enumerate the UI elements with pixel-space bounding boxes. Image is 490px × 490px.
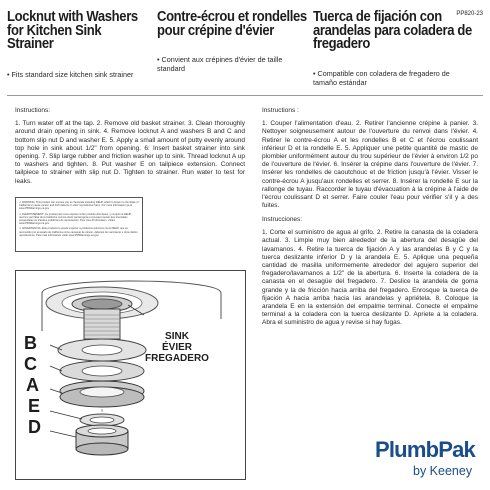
divider — [7, 95, 483, 96]
label-washer-e: E — [28, 396, 41, 416]
brand-logo — [375, 437, 475, 478]
bullet-french: • Convient aux crépines d'évier de taille standard — [157, 55, 283, 73]
sink-label-fr: ÉVIER — [161, 342, 192, 353]
warning-spanish: ⚠ ADVERTENCIA: Este producto lo puede exponer a productos químicos como DEHP, que es reconocido por el estado de California como causante de cáncer, defectos de nacimiento u otros daños reproductivos. Para más información visite www.P65Warnings.ca.gov. — [19, 227, 138, 237]
title-spanish: Tuerca de fijación con arandelas para coladera de fregadero — [313, 9, 472, 52]
strainer-illustration — [16, 271, 247, 481]
bullet-spanish: • Compatible con coladera de fregadero de tamaño estándar — [313, 69, 450, 87]
title-english: Locknut with Washers for Kitchen Sink Strainer — [7, 9, 138, 52]
instructions-heading-english: Instructions: — [15, 107, 51, 114]
instructions-heading-french: Instructions : — [262, 107, 299, 114]
title-french: Contre-écrou et rondelles pour crépine d'évier — [157, 9, 307, 39]
brand-subtitle: by Keeney — [413, 464, 473, 478]
parts-diagram — [15, 270, 246, 480]
sink-label-es: FREGADERO — [145, 353, 209, 364]
instructions-spanish — [262, 216, 478, 328]
prop65-warning-box — [15, 197, 143, 252]
instructions-body-spanish: 1. Corte el suministro de agua al grifo. 2. Retire la canasta de la coladera actual. 3. Limpie muy bien alrededor de la abertura del desagüe del lavamanos. 4. Retire la tuerca de fijación A y las arandelas B y C y la tuerca deslizante inferior D y la arandela E. 5. Aplique una pequeña cantidad de masilla uniformemente alrededor del agujero superior del fregadero/lavamanos a 1/2" de la abertura. 6. Inserte la coladera de la canasta en el desagüe del fregadero. 7. Deslice la arandela de goma grande y la de fricción hacia arriba del fregadero. Enrosque la tuerca de fijación A hacia arriba hacia las arandelas y apriétela. 8. Coloque la arandela E en la extensión del empalme terminal. Conecte el empalme terminal a la coladera con la tuerca deslizante D. Apriete a la coladera. Abra el suministro de agua y revise si hay fugas. — [262, 229, 478, 327]
instructions-body-french: 1. Couper l'alimentation d'eau. 2. Retirer l'ancienne crépine à panier. 3. Nettoyer soigneusement autour de l'ouverture du renvoi dans l'évier. 4. Retirer le contre-écrou A et les rondelles B et C et l'écrou coulissant inférieur D et la rondelle E. 5. Appliquer une petite quantité de mastic de plombier uniformément autour du trou supérieur de l'évier à environ 1/2 po de l'ouverture de l'évier. 6. Insérer la crépine dans l'ouverture de l'évier. 7. Insérer les rondelles de caoutchouc et de friction jusqu'à l'évier. Visser le contre-écrou A jusqu'aux rondelles et serrer. 8. Insérer la rondelle E sur la rallonge de tuyau. Raccorder le tuyau d'évacuation à la crépine à l'aide de l'écrou coulissant D et serrer. Faire couler l'eau pour vérifier s'il y a des fuites. — [262, 120, 478, 210]
warning-french: ⚠ AVERTISSEMENT: Ce produit peut vous exposer à des produits chimiques, y compris le DEHP, reconnu par l'État de la Californie comme étant cancérogène et pouvant causer des anomalies congénitales ou d'autres problèmes de reproduction. Pour plus d'information, visitez www.P65Warnings.ca.gov. — [19, 212, 132, 226]
instructions-french — [262, 107, 478, 210]
bullet-english: • Fits standard size kitchen sink strainer — [7, 70, 134, 79]
label-slipnut-d: D — [28, 417, 41, 437]
label-locknut-a: A — [26, 375, 39, 395]
label-washer-b: B — [24, 333, 37, 353]
sink-label-en: SINK — [165, 331, 189, 342]
instructions-heading-spanish: Instrucciones: — [262, 216, 303, 223]
brand-name: PlumbPak — [375, 437, 475, 462]
instructions-english — [15, 107, 245, 186]
warning-english: ⚠ WARNING: This product can expose you to chemicals including DEHP, which is known to the State of California to cause cancer and birth defects or other reproductive harm. For more information go to www.P65Warnings.ca.gov. — [19, 201, 139, 211]
label-washer-c: C — [24, 354, 37, 374]
product-code: PP820-23 — [456, 11, 483, 17]
sink-label — [142, 331, 212, 364]
instructions-body-english: 1. Turn water off at the tap. 2. Remove old basket strainer. 3. Clean thoroughly around drain opening in sink. 4. Remove locknut A and washers B and C and bottom slip nut D and washer E. 5. Apply a small amount of putty evenly around top hole in sink about 1/2" from opening. 6: Insert basket strainer into sink opening. 7. Slip large rubber and friction washer up to sink. Thread locknut A up to washers and tighten. 8. Put washer E on tailpiece extension. Connect tailpiece to strainer with slip nut D. Tighten to strainer. Run water to test for leaks. — [15, 120, 245, 185]
